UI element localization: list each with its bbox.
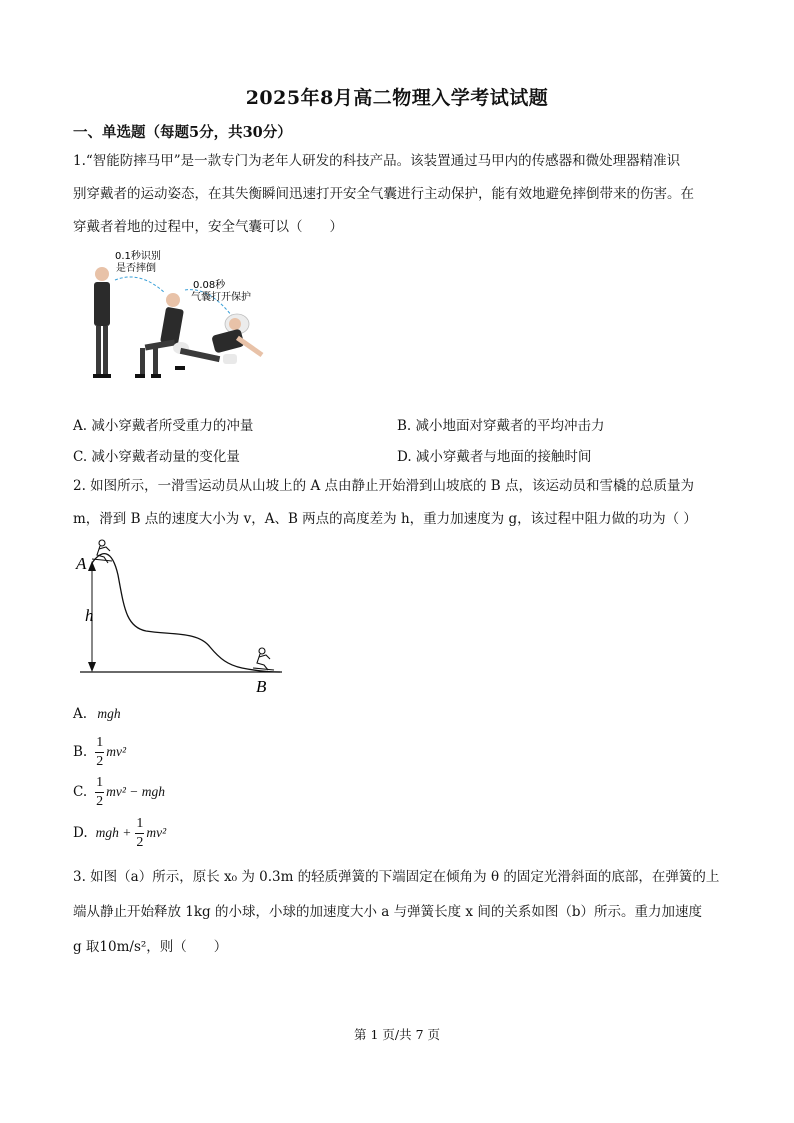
point-b-label: B: [256, 677, 267, 696]
fig-label-identify-2: 是否摔倒: [116, 263, 156, 274]
frac-denominator: 2: [96, 753, 104, 769]
question-3-text: [73, 860, 723, 965]
q2-option-a[interactable]: [73, 706, 121, 722]
q2-option-a-expr: mgh: [97, 706, 121, 721]
q2-option-d[interactable]: [73, 813, 166, 853]
frac-numerator: 1: [95, 774, 104, 793]
q3-line-1: 3. 如图（a）所示，原长 x₀ 为 0.3m 的轻质弹簧的下端固定在倾角为 θ 的固定光滑斜面的底部，在弹簧的上: [73, 869, 720, 885]
q2-option-d-label: D.: [73, 825, 88, 841]
ski-slope-diagram: [70, 535, 290, 697]
slope-curve: [92, 554, 280, 672]
q2-option-c[interactable]: [73, 772, 165, 812]
q1-option-d[interactable]: D. 减小穿戴者与地面的接触时间: [397, 449, 592, 465]
q3-line-2: 端从静止开始释放 1kg 的小球，小球的加速度大小 a 与弹簧长度 x 间的关系如图（b）所示。重力加速度: [73, 904, 702, 920]
page-title: 2025年8月高二物理入学考试试题: [245, 87, 549, 109]
q1-option-a[interactable]: A. 减小穿戴者所受重力的冲量: [73, 418, 254, 434]
q2-line-1: 2. 如图所示，一滑雪运动员从山坡上的 A 点由静止开始滑到山坡底的 B 点，该运动员和雪橇的总质量为: [73, 478, 695, 494]
q2-option-b-expr: mv²: [106, 744, 127, 759]
arc-line-1: [115, 277, 165, 293]
q1-figure: [85, 248, 285, 393]
frac-numerator: 1: [135, 815, 144, 834]
frac-numerator: 1: [95, 734, 104, 753]
q2-option-b-label: B.: [73, 744, 88, 760]
height-arrow-down: [88, 662, 96, 672]
skier-bottom-icon: [253, 648, 274, 670]
q2-option-d-expr-head: mgh +: [95, 825, 132, 840]
skier-top-icon: [92, 540, 112, 563]
question-1-text: [73, 145, 723, 244]
q2-figure: [70, 535, 290, 697]
height-arrow-up: [88, 561, 96, 571]
q2-option-c-label: C.: [73, 784, 88, 800]
fall-sequence-illustration: [85, 248, 285, 393]
height-h-label: h: [85, 606, 94, 625]
q2-option-a-label: A.: [73, 706, 88, 722]
q1-line-1: 1.“智能防摔马甲”是一款专门为老年人研发的科技产品。该装置通过马甲内的传感器和微处理器精准识: [73, 153, 681, 169]
q1-option-c[interactable]: C. 减小穿戴者动量的变化量: [73, 449, 240, 465]
q2-line-2: m，滑到 B 点的速度大小为 v，A、B 两点的高度差为 h，重力加速度为 g，该过程中阻力做的功为（ ）: [73, 511, 697, 527]
protected-person-figure: [175, 314, 263, 370]
falling-person-figure: [135, 293, 189, 378]
fig-label-identify-1: 0.1秒识别: [115, 251, 161, 262]
point-a-label: A: [76, 554, 87, 573]
q2-option-d-fraction: [135, 815, 144, 852]
standing-person-figure: [93, 267, 111, 378]
fig-label-airbag-1: 0.08秒: [193, 280, 226, 291]
q1-line-2: 别穿戴者的运动姿态，在其失衡瞬间迅速打开安全气囊进行主动保护，能有效地避免摔倒带来的伤害。在: [73, 186, 694, 202]
frac-denominator: 2: [136, 834, 144, 850]
section-heading: 一、单选题（每题5分，共30分）: [73, 124, 292, 141]
page-footer: 第 1 页/共 7 页: [353, 1027, 440, 1042]
q2-option-b-fraction: [95, 734, 104, 771]
q2-option-d-expr-tail: mv²: [146, 825, 167, 840]
q3-line-3: g 取10m/s²，则（ ）: [73, 939, 228, 955]
q2-option-b[interactable]: [73, 732, 126, 772]
fig-label-airbag-2: 气囊打开保护: [191, 292, 251, 303]
q2-option-c-expr: mv² − mgh: [106, 784, 166, 799]
q1-option-b[interactable]: B. 减小地面对穿戴者的平均冲击力: [397, 418, 605, 434]
frac-denominator: 2: [96, 793, 104, 809]
q2-option-c-fraction: [95, 774, 104, 811]
question-2-text: [73, 470, 723, 536]
q1-line-3: 穿戴者着地的过程中，安全气囊可以（ ）: [73, 219, 343, 235]
